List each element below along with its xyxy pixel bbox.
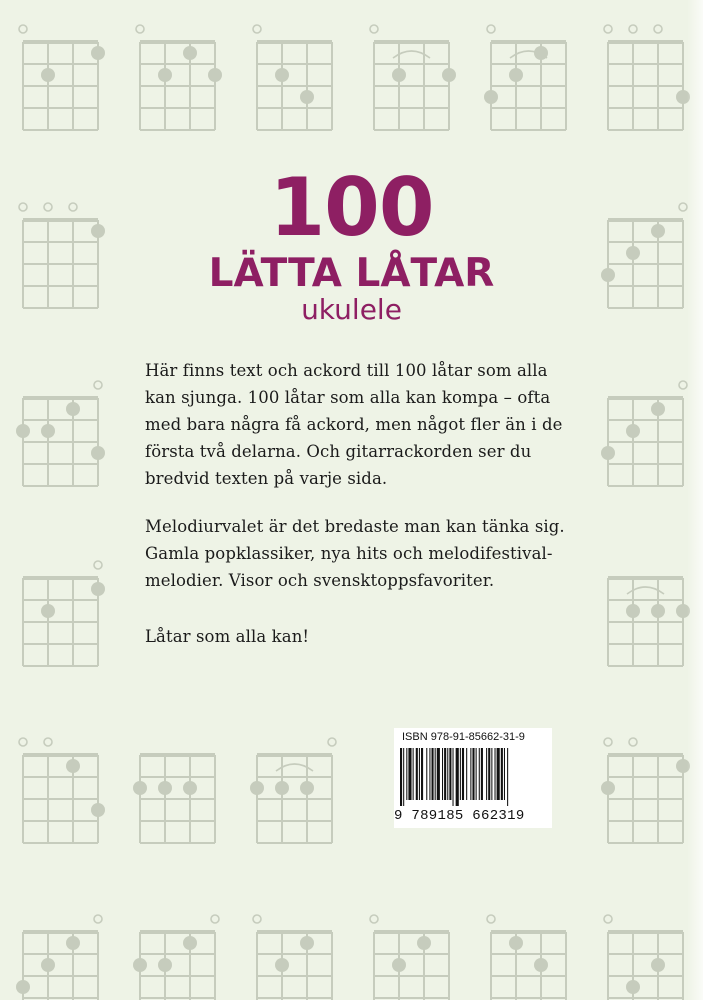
barcode-bar — [408, 748, 411, 800]
chord-nut — [140, 753, 215, 757]
barcode-bar — [400, 748, 402, 806]
finger-dot — [300, 781, 314, 795]
chord-diagram — [608, 576, 690, 666]
chord-nut — [608, 753, 683, 757]
finger-dot — [91, 803, 105, 817]
finger-dot — [66, 936, 80, 950]
barcode-bar — [470, 748, 471, 800]
chord-diagram — [253, 915, 332, 1000]
finger-dot — [183, 936, 197, 950]
barcode-bar — [472, 748, 474, 800]
book-subtitle: ukulele — [301, 293, 402, 326]
chord-nut — [491, 930, 566, 934]
barcode-bar — [447, 748, 448, 800]
chord-nut — [374, 930, 449, 934]
open-string-mark — [211, 915, 219, 923]
open-string-mark — [19, 738, 27, 746]
chord-diagram — [250, 738, 336, 843]
barcode-bar — [462, 748, 464, 800]
finger-dot — [626, 980, 640, 994]
chord-diagram — [487, 915, 566, 1000]
finger-dot — [41, 604, 55, 618]
chord-nut — [23, 753, 98, 757]
barcode-bar — [419, 748, 420, 800]
finger-dot — [158, 68, 172, 82]
open-string-mark — [654, 25, 662, 33]
barcode-bars — [400, 748, 548, 806]
chord-nut — [608, 576, 683, 580]
barcode-bar — [476, 748, 477, 800]
title-number: 100 — [269, 161, 434, 254]
finger-dot — [442, 68, 456, 82]
barcode-bar — [479, 748, 480, 800]
barcode-bar — [432, 748, 434, 800]
finger-dot — [16, 980, 30, 994]
barcode-bar — [449, 748, 451, 800]
finger-dot — [484, 90, 498, 104]
finger-dot — [676, 759, 690, 773]
finger-dot — [41, 958, 55, 972]
finger-dot — [392, 958, 406, 972]
finger-dot — [183, 46, 197, 60]
barcode-bar — [501, 748, 503, 800]
chord-nut — [491, 40, 566, 44]
barcode-bar — [495, 748, 496, 800]
chord-diagram — [19, 25, 105, 130]
open-string-mark — [370, 915, 378, 923]
finger-dot — [626, 424, 640, 438]
blurb-tagline: Låtar som alla kan! — [145, 627, 310, 646]
finger-dot — [651, 402, 665, 416]
open-string-mark — [487, 915, 495, 923]
finger-dot — [66, 759, 80, 773]
barcode-bar — [456, 748, 459, 806]
barcode-bar — [491, 748, 492, 800]
finger-dot — [133, 781, 147, 795]
barcode-bar — [507, 748, 508, 806]
barcode-bar — [488, 748, 490, 800]
barcode-bar — [504, 748, 505, 800]
barcode-bar — [444, 748, 446, 800]
barcode-bar — [481, 748, 483, 800]
open-string-mark — [328, 738, 336, 746]
open-string-mark — [19, 25, 27, 33]
chord-diagram — [370, 915, 449, 1000]
chord-nut — [608, 396, 683, 400]
blurb-paragraph: Melodiurvalet är det bredaste man kan tänka sig. Gamla popklassiker, nya hits och melodifestival-melodier. Visor och svensktoppsfavoriter. — [145, 517, 565, 590]
barcode-bar — [497, 748, 500, 800]
finger-dot — [158, 781, 172, 795]
barcode-bar — [413, 748, 414, 800]
chord-diagram — [136, 25, 222, 130]
finger-dot — [392, 68, 406, 82]
barcode-bar — [460, 748, 461, 800]
chord-nut — [140, 930, 215, 934]
chord-diagram — [601, 381, 687, 486]
chord-nut — [257, 40, 332, 44]
chord-nut — [23, 930, 98, 934]
open-string-mark — [629, 25, 637, 33]
finger-dot — [41, 68, 55, 82]
chord-diagram — [253, 25, 332, 130]
finger-dot — [183, 781, 197, 795]
chord-nut — [608, 40, 683, 44]
barcode-bar — [421, 748, 423, 800]
barcode-bar — [406, 748, 407, 800]
finger-dot — [208, 68, 222, 82]
finger-dot — [534, 958, 548, 972]
chord-nut — [23, 396, 98, 400]
finger-dot — [676, 90, 690, 104]
finger-dot — [601, 781, 615, 795]
chord-nut — [257, 753, 332, 757]
finger-dot — [275, 68, 289, 82]
finger-dot — [250, 781, 264, 795]
open-string-mark — [94, 561, 102, 569]
finger-dot — [300, 90, 314, 104]
finger-dot — [534, 46, 548, 60]
finger-dot — [91, 446, 105, 460]
chord-diagram — [133, 915, 219, 1000]
open-string-mark — [94, 381, 102, 389]
finger-dot — [651, 958, 665, 972]
chord-diagram — [133, 753, 215, 843]
finger-dot — [158, 958, 172, 972]
open-string-mark — [253, 915, 261, 923]
chord-diagram — [604, 25, 690, 130]
ean-digits: 9 789185 662319 — [394, 808, 525, 824]
blurb-paragraph: Här finns text och ackord till 100 låtar som alla kan sjunga. 100 låtar som alla kan kompa – ofta med bara några få ackord, men något fler än i de första två delarna. Och gitarrackorden ser du bredvid texten på varje sida. — [145, 361, 563, 488]
finger-dot — [91, 46, 105, 60]
isbn-label: ISBN 978-91-85662-31-9 — [402, 731, 525, 743]
finger-dot — [133, 958, 147, 972]
barcode-bar — [429, 748, 430, 800]
chord-nut — [23, 576, 98, 580]
barcode-bar — [437, 748, 440, 800]
open-string-mark — [370, 25, 378, 33]
barcode-block — [394, 728, 552, 828]
barcode-bar — [453, 748, 454, 806]
chord-diagram — [19, 738, 105, 843]
chord-diagram — [16, 381, 105, 486]
barcode-bar — [435, 748, 436, 800]
barcode-bar — [466, 748, 467, 800]
finger-dot — [275, 958, 289, 972]
open-string-mark — [679, 381, 687, 389]
chord-nut — [140, 40, 215, 44]
open-string-mark — [604, 25, 612, 33]
chord-diagram — [601, 738, 690, 843]
finger-dot — [66, 402, 80, 416]
open-string-mark — [604, 738, 612, 746]
open-string-mark — [629, 738, 637, 746]
open-string-mark — [136, 25, 144, 33]
open-string-mark — [94, 915, 102, 923]
open-string-mark — [487, 25, 495, 33]
chord-nut — [374, 40, 449, 44]
finger-dot — [509, 68, 523, 82]
finger-dot — [300, 936, 314, 950]
barcode-bar — [486, 748, 487, 800]
chord-diagram — [604, 915, 683, 1000]
finger-dot — [626, 604, 640, 618]
chord-diagram — [23, 561, 105, 666]
open-string-mark — [604, 915, 612, 923]
finger-dot — [275, 781, 289, 795]
finger-dot — [676, 604, 690, 618]
chord-nut — [257, 930, 332, 934]
finger-dot — [91, 582, 105, 596]
finger-dot — [41, 424, 55, 438]
barcode-bar — [403, 748, 404, 806]
chord-diagram — [16, 915, 102, 1000]
finger-dot — [651, 604, 665, 618]
chord-nut — [23, 40, 98, 44]
book-title: LÄTTA LÅTAR — [208, 251, 495, 296]
chord-diagram — [370, 25, 456, 130]
open-string-mark — [253, 25, 261, 33]
barcode-bar — [426, 748, 427, 800]
open-string-mark — [44, 738, 52, 746]
chord-diagram — [484, 25, 566, 130]
chord-nut — [608, 930, 683, 934]
finger-dot — [16, 424, 30, 438]
barcode-bar — [416, 748, 418, 800]
finger-dot — [417, 936, 431, 950]
barcode-bar — [442, 748, 443, 800]
finger-dot — [509, 936, 523, 950]
finger-dot — [601, 446, 615, 460]
